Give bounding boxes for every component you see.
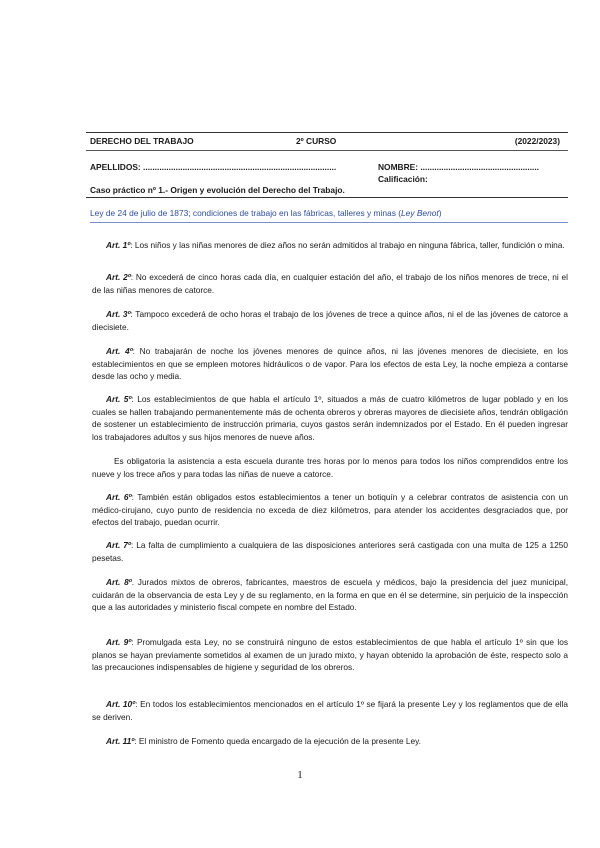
- article-label: Art. 9º: [106, 637, 132, 647]
- header-row-course: [86, 133, 568, 150]
- case-title: Caso práctico nº 1.- Origen y evolución del Derecho del Trabajo.: [90, 185, 345, 195]
- article-label: Art. 8º: [106, 577, 132, 587]
- article-label: Art. 10º: [106, 699, 136, 709]
- article-text: : La falta de cumplimiento a cualquiera de las disposiciones anteriores será castigada con una multa de 125 a 1250 pesetas.: [92, 540, 568, 563]
- law-title-text: Ley de 24 de julio de 1873; condiciones de trabajo en las fábricas, talleres y minas (: [90, 208, 401, 218]
- article-text: : Promulgada esta Ley, no se construirá ninguno de estos establecimientos de que habla el artículo 1º sin que los planos se hayan previamente sometidos al examen de un jurado mixto, y hayan obtenido la aprobación de éste, respecto solo a las precauciones indispensables de higiene y seguridad de los obreros.: [92, 637, 568, 672]
- article-label: Art. 7º: [106, 540, 131, 550]
- article-5: [92, 393, 568, 443]
- article-text: : También están obligados estos establecimientos a tener un botiquín y a celebrar contratos de asistencia con un médico-cirujano, cuyo punto de residencia no exceda de diez kilómetros, para atender los accidentes desgraciados que, por efectos del trabajo, puedan ocurrir.: [92, 492, 568, 527]
- article-7: [92, 539, 568, 564]
- article-text: : Los establecimientos de que habla el artículo 1º, situados a más de cuatro kilómetros de lugar poblado y en los cuales se hallen trabajando permanentemente más de ochenta obreros y obreras mayores de diecisiete años, tendrán obligación de sostener un establecimiento de instrucción primaria, cuyos gastos serán indemnizados por el Estado. En él pueden ingresar los trabajadores adultos y sus hijos menores de nueve años.: [92, 394, 568, 442]
- name-field: NOMBRE: ...................................................: [378, 162, 540, 172]
- article-text: : Los niños y las niñas menores de diez años no serán admitidos al trabajo en ninguna fábrica, taller, fundición o mina.: [130, 240, 565, 250]
- law-title-close: ): [438, 208, 442, 218]
- article-10: [92, 698, 568, 723]
- article-3: [92, 308, 568, 333]
- article-9: [92, 636, 568, 674]
- article-label: Art. 2º: [106, 272, 131, 282]
- article-label: Art. 3º: [106, 309, 131, 319]
- article-text: : El ministro de Fomento queda encargado de la ejecución de la presente Ley.: [134, 736, 421, 746]
- article-11: [92, 735, 568, 748]
- article-8: [92, 576, 568, 614]
- surname-field: APELLIDOS: ...................................................................................: [90, 162, 337, 172]
- article-2: [92, 271, 568, 296]
- article-4: [92, 345, 568, 383]
- course-label: 2º CURSO: [296, 136, 337, 146]
- law-short-name: Ley Benot: [401, 208, 439, 218]
- article-text: : Tampoco excederá de ocho horas el trabajo de los jóvenes de trece a quince años, ni el de las jóvenes de catorce a diecisiete.: [92, 309, 568, 332]
- article-text: . Jurados mixtos de obreros, fabricantes, maestros de escuela y médicos, bajo la presidencia del juez municipal, cuidarán de la observancia de esta Ley y de su reglamento, en la forma en que en él se determine, sin perjuicio de la inspección que a las autoridades y ministerio fiscal compete en nombre del Estado.: [92, 577, 568, 612]
- subject-label: DERECHO DEL TRABAJO: [90, 136, 194, 146]
- article-label: Art. 1º: [106, 240, 131, 250]
- article-text: : No trabajarán de noche los jóvenes menores de quince años, ni las jóvenes menores de diecisiete, en los establecimientos en que se empleen motores hidráulicos o de vapor. Para los efectos de esta Ley, la noche empieza a contarse desde las ocho y media.: [92, 346, 568, 381]
- article-label: Art. 4º: [106, 346, 133, 356]
- article-5-paragraph-2: Es obligatoria la asistencia a esta escuela durante tres horas por lo menos para todos los niños comprendidos entre los nueve y los trece años y para todas las niñas de nueve a catorce.: [92, 456, 568, 479]
- article-text: : En todos los establecimientos mencionados en el artículo 1º se fijará la presente Ley y los reglamentos que de ella se deriven.: [92, 699, 569, 722]
- exam-header: [86, 132, 568, 198]
- article-label: Art. 11º: [106, 736, 135, 746]
- header-row-student: [86, 151, 568, 183]
- grade-field: Calificación:: [378, 174, 428, 184]
- article-label: Art. 5º: [106, 394, 132, 404]
- law-title: [90, 208, 568, 223]
- academic-year: (2022/2023): [514, 136, 560, 146]
- article-label: Art. 6º: [106, 492, 132, 502]
- article-1: [92, 239, 568, 252]
- article-text: : No excederá de cinco horas cada día, en cualquier estación del año, el trabajo de los niños menores de trece, ni el de las niñas menores de catorce.: [92, 272, 568, 295]
- article-6: [92, 491, 568, 529]
- page-number: 1: [297, 769, 303, 781]
